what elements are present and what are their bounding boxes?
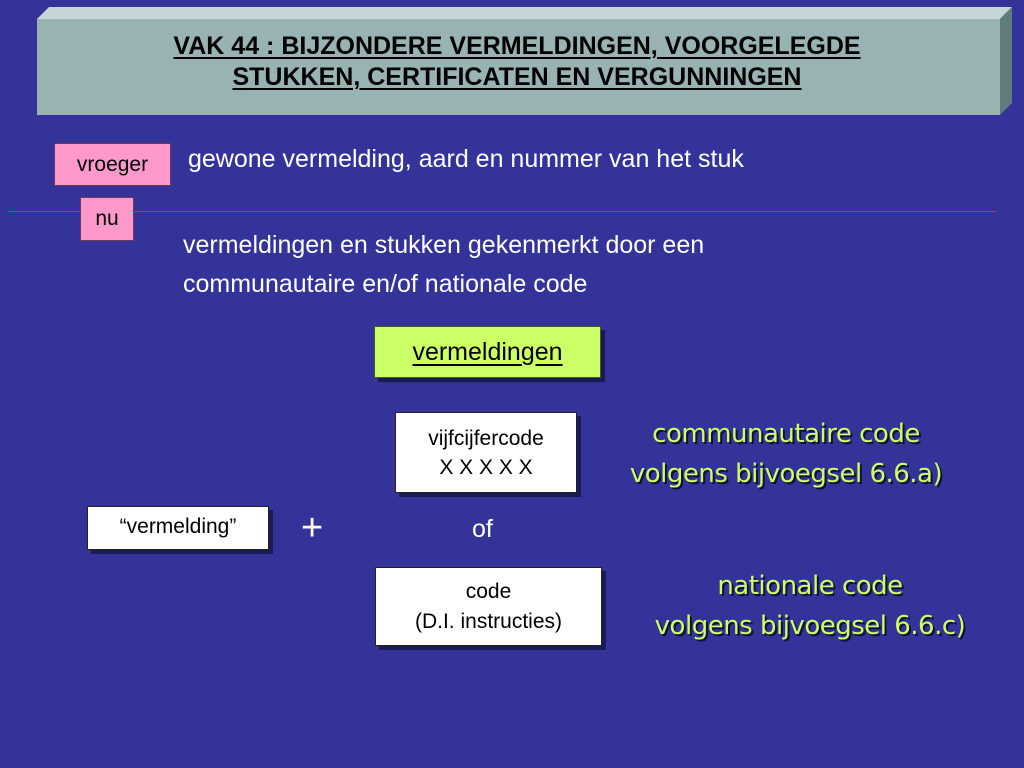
title-line-2: STUKKEN, CERTIFICATEN EN VERGUNNINGEN bbox=[232, 63, 802, 91]
title-box-side bbox=[1000, 7, 1012, 115]
title-banner bbox=[37, 7, 1013, 117]
national-code-line-1: nationale code bbox=[717, 571, 903, 601]
mentions-box bbox=[374, 326, 601, 378]
national-box-line-1: code bbox=[465, 580, 512, 603]
now-badge: nu bbox=[80, 197, 134, 241]
mention-box: “vermelding” bbox=[87, 506, 269, 550]
national-code-line-2: volgens bijvoegsel 6.6.c) bbox=[654, 611, 966, 641]
community-code-text bbox=[586, 414, 986, 494]
five-digit-code-pattern: X X X X X bbox=[439, 456, 533, 479]
community-code-line-2: volgens bijvoegsel 6.6.a) bbox=[629, 459, 943, 489]
mentions-label: vermeldingen bbox=[412, 338, 563, 366]
five-digit-code-box bbox=[395, 412, 577, 493]
or-text: of bbox=[472, 515, 493, 543]
plus-sign: + bbox=[301, 507, 324, 549]
now-description-line-1: vermeldingen en stukken gekenmerkt door een bbox=[183, 231, 705, 259]
divider-line bbox=[8, 211, 996, 212]
title-line-1: VAK 44 : BIJZONDERE VERMELDINGEN, VOORGELEGDE bbox=[173, 32, 861, 60]
now-description bbox=[183, 226, 704, 304]
national-code-text bbox=[610, 566, 1010, 646]
national-code-box bbox=[375, 567, 602, 646]
before-description: gewone vermelding, aard en nummer van het stuk bbox=[188, 145, 744, 173]
page-title bbox=[37, 31, 997, 93]
before-badge: vroeger bbox=[54, 143, 171, 186]
five-digit-code-label: vijfcijfercode bbox=[428, 427, 544, 450]
title-box-top bbox=[37, 7, 1012, 19]
community-code-line-1: communautaire code bbox=[652, 419, 920, 449]
now-description-line-2: communautaire en/of nationale code bbox=[183, 270, 588, 298]
national-box-line-2: (D.I. instructies) bbox=[414, 610, 563, 633]
